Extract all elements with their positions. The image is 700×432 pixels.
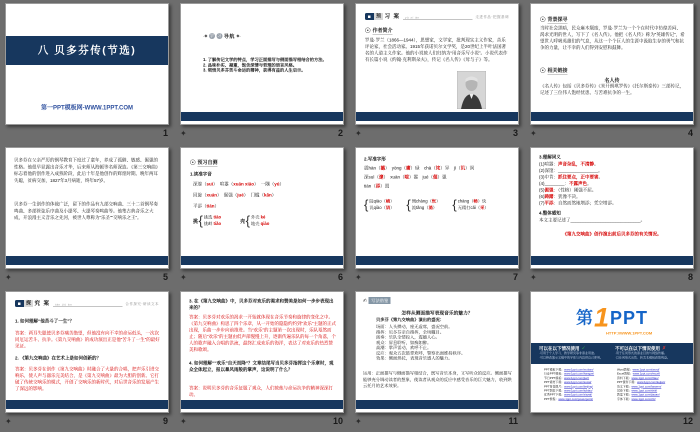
bottom-bar	[6, 256, 168, 265]
list-line: 观众：屏息聆听，如痴如醉。	[376, 339, 432, 345]
slide-thumbnail-7[interactable]	[355, 147, 519, 269]
tab-pinyin: tàn jiū àn	[55, 303, 73, 307]
slide-number: 4	[687, 128, 693, 138]
link-row[interactable]: 优秀PPT下载：www.1ppt.com/xiazai/	[544, 393, 593, 397]
slide-number: 5	[162, 272, 168, 282]
slide-number: 10	[332, 416, 343, 426]
slide-cell-2	[175, 0, 350, 144]
circle-dot-icon	[190, 160, 196, 166]
author-photo	[457, 71, 486, 109]
definition-line: (1)喧嚣：声音杂乱，不清静。	[539, 161, 599, 167]
objective-item: 2. 品味朴实、凝重，饱含深情与哲理的语言风格。	[203, 62, 297, 68]
allowed-item: ·可用于个人学习、教学研究等非商业用途。	[539, 352, 597, 355]
slide-number: 2	[337, 128, 343, 138]
list-line: 场面：人头攒动，座无虚席，盛况空前。	[376, 324, 453, 329]
bottom-bar	[181, 256, 343, 265]
subsection-title: 4.整体感知	[539, 210, 561, 216]
list-line: 指挥：贝多芬亲自指挥，全场瞩目。	[376, 329, 445, 335]
bottom-bar	[356, 112, 518, 121]
list-line: 效果：侧面烘托，表现音乐感人的魅力。	[376, 355, 453, 361]
tab-header	[15, 299, 159, 307]
lead-line: 贝多芬《第九交响曲》演出的盛况：	[376, 317, 445, 322]
question: 1. 如何理解“他苦斗了一生”？	[15, 318, 75, 324]
objective-item: 3. 领悟贝多芬苦斗命运的精神，获得有益的人生启示。	[203, 67, 306, 73]
pen-icon: ✍	[363, 297, 368, 304]
brace-glyph: {	[198, 213, 203, 228]
forbidden-item: ·以任何形式出售、转卖本模板获取利益。	[615, 356, 670, 360]
section-header: 相关链接	[540, 66, 568, 75]
slide-title: 八 贝多芬传(节选)	[37, 44, 137, 56]
charform-row: 震hàn（撼） yōng（庸）碌 chà（诧）异 jī（讥）讽	[364, 165, 475, 171]
bottom-bar	[356, 256, 518, 265]
animation-indicator-icon: ✦	[180, 128, 187, 138]
badge-icon: 习	[217, 33, 222, 38]
slide-number: 7	[512, 272, 518, 282]
answer: 答案：贝多芬在创作《第九交响曲》时融合了大量的合唱，把声乐引进交响乐，使人声与器乐完美结合，是《第九交响曲》最为大胆的创新。它打破了传统交响乐的模式，开创了交响乐的新时代，对后世音乐的发展产生了深远的影响。	[15, 366, 160, 391]
header-label: 导航	[223, 34, 235, 40]
objective-item: 1. 了解传记文学的特点，学习正面描写与侧面描写相结合的方法。	[203, 57, 327, 62]
bottom-bar	[356, 400, 518, 409]
slide-thumbnail-1[interactable]	[5, 3, 169, 125]
slide-number: 1	[162, 128, 168, 138]
link-row[interactable]: 范文下载：www.1ppt.com/fanwen/	[617, 385, 662, 389]
badge-icon: 学	[209, 33, 214, 38]
link-row[interactable]: 资料下载：www.1ppt.com/ziliao/	[617, 376, 659, 380]
biography-paragraph: 贝多芬在父亲严厉的钢琴教育下度过了童年，养成了孤僻、敏感、倔强的性格。他很早显露出音乐才华，后来师从海顿等名师深造。《第三交响曲》标志着他的创作进入成熟阶段，此后十年是他创作的辉煌时期。晚年两耳失聪，贫病交加，1827年3月病逝，终年57岁。	[14, 157, 161, 183]
diamond-icon: -◆	[203, 33, 208, 38]
pinyin-row: 平添（tiān）	[193, 203, 220, 209]
overall-sense-line: 本文主要记述了____________________________。	[539, 217, 646, 223]
link-row[interactable]: Excel教程：www.1ppt.com/excel/	[617, 372, 661, 376]
slide-cell-5	[0, 144, 175, 288]
brace-glyph: {	[452, 197, 457, 212]
slide-number: 11	[508, 416, 518, 426]
tab-title: 究 案	[34, 300, 51, 307]
bottom-bar	[181, 112, 343, 121]
tab-header	[365, 12, 509, 20]
animation-indicator-icon: ✦	[180, 416, 187, 426]
slide-thumbnail-8[interactable]	[530, 147, 694, 269]
tab-char: 预	[376, 13, 381, 19]
technique-label: ✍ 写法借鉴	[363, 297, 391, 304]
slide-number: 9	[162, 416, 168, 426]
allowed-item: ·可以修改演示文稿中的字体与内容供自己使用。	[539, 356, 603, 360]
pinyin-row: 回旋（xuán） 倔强（jué） 门槛（kǎn）	[193, 192, 277, 198]
slide-thumbnail-5[interactable]	[5, 147, 169, 269]
link-row[interactable]: 教案下载：www.1ppt.com/jiaoan/	[617, 393, 660, 397]
brace-glyph: {	[364, 197, 369, 212]
slide-cell-11	[350, 288, 525, 432]
slide-cell-10	[175, 288, 350, 432]
link-row[interactable]: Word教程：www.1ppt.com/word/	[617, 368, 660, 372]
subsection-title: 3.理解词义	[539, 154, 561, 160]
brace-glyph: {	[245, 213, 250, 228]
tab-pinyin: yù xí àn	[405, 16, 420, 20]
definition-line: (4)________：不露声色。	[539, 181, 592, 186]
slide-cell-4	[525, 0, 700, 144]
subsection-title: 2.写准字形	[364, 156, 386, 162]
section-header: 预习自测	[190, 158, 218, 167]
slide-number: 12	[682, 416, 693, 426]
link-row[interactable]: 节日PPT模板：www.1ppt.com/jieri/	[544, 376, 590, 380]
bottom-bar	[531, 256, 693, 265]
link-row[interactable]: PPT背景图片：www.1ppt.com/beijing/	[544, 385, 593, 389]
tab-char: 探	[26, 300, 31, 306]
animation-indicator-icon: ✦	[530, 272, 537, 282]
definition-line: (3)中肯：抓住要点，正中要害。	[539, 174, 604, 180]
animation-indicator-icon: ✦	[5, 416, 12, 426]
animation-indicator-icon: ✦	[355, 272, 362, 282]
logo-ppt: PPT	[610, 307, 649, 328]
link-row[interactable]: 字体下载：www.1ppt.com/ziti/	[617, 397, 656, 401]
answer: 答案：说明贝多芬的音乐征服了观众，人们被他与命运抗争的精神深深打动。	[189, 385, 334, 397]
question: 3. 在《第九交响曲》中，贝多芬对欢乐的渴求和赞美是如何一步步表现出来的？	[189, 298, 334, 310]
link-row[interactable]: PPT图表下载：www.1ppt.com/tubiao/	[544, 389, 593, 393]
tab-title: 习 案	[384, 13, 401, 20]
brace-glyph: {	[406, 197, 411, 212]
definition-line: (6)踌躇：犹豫不决。	[539, 194, 581, 199]
diamond-icon: ◆-	[236, 33, 241, 38]
animation-indicator-icon: ✦	[530, 128, 537, 138]
slide-cell-6	[175, 144, 350, 288]
animation-indicator-icon: ✦	[180, 272, 187, 282]
answer: 答案：贝多芬对欢乐的渴求一开始就体现在音乐节奏和旋律的变化之中。《第九交响曲》构思了四个乐章，从一开始的隐隐约约到“欢乐”主题的正式出现，乐曲一步步向前推进。当“欢乐”的主题第一次出现时，乐队戛然而止；随后“欢乐”的主题由低声部慢慢上升，逐渐传遍乐队的每一个角落，个人的歌声融入合唱的洪流，最终汇成欢乐的海洋，表达了对欢乐的热烈赞美和歌颂。	[189, 314, 336, 352]
circle-dot-icon	[540, 68, 546, 74]
slide-thumbnail-6[interactable]	[180, 147, 344, 269]
list-line: 反应：观众五次鼓掌欢呼，警察出面维持秩序。	[376, 350, 466, 356]
charform-row: 深suì（邃） xuān（喧）嚣 jué（倔）强	[364, 174, 447, 180]
slide-cell-8	[525, 144, 700, 288]
slide-thumbnail-11[interactable]	[355, 291, 519, 413]
background-text: 当时社会黑暗，民众麻木颓废，罗曼·罗兰为一个个在时代中彷徨苦闷、渴求光明的世人，写下了《名人传》。他把《名人传》称为“英雄传记”，希望世人呼吸英雄们的气息，从这一个个巨人的生涯中汲取生存的勇气和抗争的力量，让不幸的人们得到安慰和鼓舞。	[540, 25, 685, 50]
slide-cell-3	[350, 0, 525, 144]
definition-line: (7)平添：自然而然地增添；凭空增添。	[539, 200, 617, 206]
header-right-text: 走进作品·把握基调	[475, 15, 509, 19]
link-row[interactable]: 试卷下载：www.1ppt.com/shiti/	[617, 389, 658, 393]
slide-number: 3	[512, 128, 518, 138]
circle-dot-icon	[365, 28, 371, 34]
link-row[interactable]: 行业PPT模板：www.1ppt.com/hangye/	[544, 372, 595, 376]
link-row[interactable]: PPT教程：www.1ppt.com/powerpoint/	[544, 397, 593, 401]
slide-number: 8	[687, 272, 693, 282]
bottom-bar	[531, 112, 693, 121]
author-intro: 罗曼·罗兰（1866—1944），思想家，文学家，批判现实主义作家，音乐评论家，社会活动家。1915年获诺贝尔文学奖，是20世纪上半叶法国著名的人道主义作家。他的小说被人们归纳为“用音乐写小说”。小说代表作有长篇小说《约翰·克利斯朵夫》，传记《名人传》《母与子》等。	[365, 37, 508, 62]
header-right-text: 合作探究·研读文本	[125, 302, 159, 306]
slide-thumbnail-12[interactable]	[530, 291, 694, 413]
license-band	[531, 343, 693, 364]
pinyin-row: 深邃（suì） 喧嚣（xuān xiāo） 一隅（yú）	[193, 181, 285, 187]
slide-cell-7	[350, 144, 525, 288]
technique-paragraph: 运用：正面描写与侧面描写相结合，既写音乐本身，又写听众的反应。侧面描写能够充分调动读者的想象，使读者从观众的反应中感受音乐的巨大魅力，收到烘云托月的艺术效果。	[363, 370, 512, 388]
slide-cell-1	[0, 0, 175, 144]
tab-marker-icon	[15, 300, 24, 307]
forbidden-heading: 不可以在以下情况使用	[615, 346, 661, 351]
charform-group: { 陡qiào（峭） 讥qiào（诮）	[364, 197, 395, 212]
answer: 答案：两耳失聪使贝多芬痛苦绝望，但他没有向不幸的命运低头，一次次同厄运苦斗、抗争。《第九交响曲》的成功演出正是他“苦斗了一生”的最好见证。	[15, 330, 160, 349]
animation-indicator-icon: ✦	[355, 416, 362, 426]
cross-icon: ✗	[662, 345, 667, 351]
subsection-title: 1.读准字音	[190, 171, 212, 177]
forbidden-item: ·用于任何形式的商业目的与网络传播。	[615, 352, 667, 355]
allowed-heading: 可以在以下情况使用	[539, 346, 580, 351]
animation-indicator-icon: ✦	[5, 272, 12, 282]
slide-number: 6	[337, 272, 343, 282]
question: 2. 《第九交响曲》在艺术上是如何创新的？	[15, 355, 102, 361]
link-list-right	[617, 368, 665, 402]
section-header: 背景探寻	[540, 15, 568, 24]
link-text: 《名人传》包括《贝多芬传》《米开朗琪罗传》《托尔斯泰传》三部传记，记述了三位伟人饱经忧患、与苦难抗争的一生。	[540, 83, 685, 95]
slide-cell-9	[0, 288, 175, 432]
bottom-bar	[6, 400, 168, 409]
list-line: 演奏：乐队全情投入，震撼人心。	[376, 334, 440, 340]
watermark: 第一PPT模板网-WWW.1PPT.COM	[41, 104, 133, 111]
charform-row: tiān（添）置	[364, 183, 390, 189]
biography-paragraph: 贝多芬一生创作的体裁广泛，留下的作品有九部交响曲、三十二首钢琴奏鸣曲、多部管弦乐序曲及小提琴、大提琴奏鸣曲等。他集古典音乐之大成，开浪漫主义音乐之先河，被世人尊称为“乐圣”“交响乐之王”。	[14, 201, 159, 220]
answer-line: 《第九交响曲》创作演出前后贝多芬的有关情况。	[562, 231, 662, 237]
definition-line: (2)深邃：________________。	[539, 168, 603, 173]
logo-di: 第	[575, 308, 593, 328]
charform-group: { chàng（畅）快 无精打cǎi（采）	[452, 197, 489, 212]
link-row[interactable]: PPT模板下载：www.1ppt.com/moban/	[544, 368, 594, 372]
definition-line: (5)倔强：（性格）刚强不屈。	[539, 187, 597, 193]
check-icon: ✓	[581, 345, 586, 351]
slide-cell-12	[525, 288, 700, 432]
logo-url: HTTP://WWW.1PPT.COM	[606, 331, 653, 336]
polyphone-group: 壳 { 外壳 ké 地壳 qiào	[240, 213, 270, 228]
question: 4. 如何理解““欢乐”自天而降”？文章结尾写当贝多芬指挥这个乐章时，观众全体起立，报以暴风雨般的掌声，这说明了什么？	[189, 360, 334, 372]
slide-thumbnail-10[interactable]	[180, 291, 344, 413]
animation-indicator-icon: ✦	[355, 128, 362, 138]
link-row[interactable]: PPT课件下载：www.1ppt.com/kejian/	[617, 381, 666, 385]
logo	[531, 302, 693, 333]
book-title: 名人传	[604, 78, 620, 84]
slide-thumbnail-4[interactable]	[530, 3, 694, 125]
slide-thumbnail-2[interactable]	[180, 3, 344, 125]
link-row[interactable]: PPT素材下载：www.1ppt.com/sucai/	[544, 381, 592, 385]
technique-title: 怎样从侧面描写表现音乐的魅力？	[401, 310, 473, 316]
slide-header	[203, 32, 241, 40]
slide-thumbnail-3[interactable]	[355, 3, 519, 125]
link-list-left	[544, 368, 594, 402]
bottom-bar	[181, 400, 343, 409]
polyphone-group: 挑 { 挑选 tiāo 挑衅 tiǎo	[193, 213, 222, 228]
slide-thumbnail-9[interactable]	[5, 291, 169, 413]
title-band	[6, 36, 168, 65]
logo-one: 1	[593, 302, 610, 333]
circle-dot-icon	[540, 17, 546, 23]
section-header: 作者简介	[365, 26, 393, 35]
tab-marker-icon	[365, 13, 374, 20]
list-line: 高潮：掌声雷动，欢呼不止。	[376, 345, 432, 350]
charform-group: { 惆chàng（怅） 流tǎng（淌）	[406, 197, 441, 212]
